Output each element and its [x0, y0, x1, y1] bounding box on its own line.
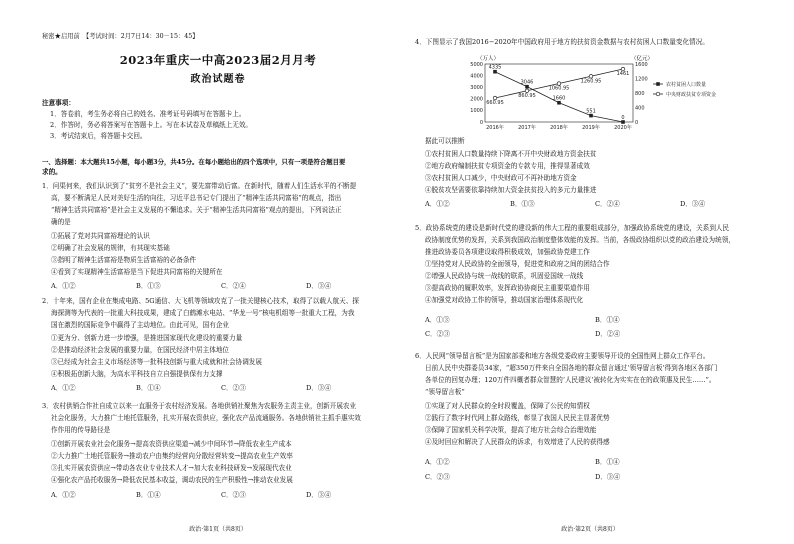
option-b[interactable]: B．①④ [136, 491, 161, 499]
q4-options [425, 200, 765, 209]
y-left-tick-label: 2000 [470, 96, 483, 103]
option-c[interactable]: C．②③ [221, 384, 246, 392]
data-label: 4335 [488, 64, 502, 71]
chart-layer [470, 62, 647, 131]
question-3-line: 3．农村供销合作社自成立以来一直服务于农村经济发展。各地供销社聚焦为农服务主责主业，创新开展农业 [42, 402, 357, 410]
y-right-tick-label: 0 [635, 119, 639, 126]
option-d[interactable]: D．③④ [306, 384, 332, 392]
legend-marker [656, 92, 660, 96]
exam-title: 2023年重庆一中高2023届2月月考 [119, 53, 317, 67]
option-b[interactable]: B．①④ [136, 384, 161, 392]
question-1-line: 确的是 [51, 218, 71, 226]
option-a[interactable]: A．①② [51, 282, 76, 290]
notes-title: 注意事项： [42, 99, 75, 107]
legend-marker [656, 82, 660, 86]
x-tick-label: 2018年 [550, 125, 568, 131]
q1-item: ①拓展了党对共同富裕理论的认识 [51, 232, 150, 240]
option-b[interactable]: B．①③ [510, 200, 535, 208]
option-d[interactable]: D．②④ [595, 330, 621, 338]
q2-options [51, 384, 391, 393]
legend-label: 中央财政扶贫专项资金 [666, 91, 717, 98]
option-a[interactable]: A．①② [51, 384, 76, 392]
option-b[interactable]: B．①④ [595, 316, 620, 324]
question-3-line: 社会化服务，大力推广土地托管服务，扎实开展农资供应，强化农产品流通服务。各地供销社主抓手惠实效 [51, 414, 361, 422]
question-2-line: 2．十年来，国有企业在集成电路、5G通信、大飞机等领域攻克了一批关键核心技术，取得了以载人航天、探 [42, 297, 359, 305]
option-a[interactable]: A．①③ [425, 316, 450, 324]
q4-item: ①农村贫困人口数量持续下降离不开中央财政地方资金扶贫 [425, 150, 597, 158]
data-label: 1461 [616, 71, 630, 78]
section-heading-cont: 求的。 [42, 168, 62, 176]
q1-item: ②明确了社会发展的规律，有其现实基础 [51, 244, 170, 252]
right-page [415, 0, 765, 544]
q3-item: ④强化农产品托收服务→降低农民基本收益，调动农民的生产积极性→推动农业发展 [51, 476, 293, 484]
q2-item: ④积极拓创新大脑，为高水平科技自立自强提供保有力支撑 [51, 370, 223, 378]
q3-item: ①创新开展农业社会化服务→提高农资供应渠道→减少中间环节→降低农业生产成本 [51, 440, 292, 448]
q6-item: ②践行了数字时代网上群众路线，彰显了我国人民民主显著优势 [425, 414, 610, 422]
exam-subtitle: 政治试题卷 [190, 74, 246, 85]
data-label: 551 [586, 108, 596, 115]
page-footer: 政治·第1页（共8页） [189, 526, 247, 533]
y-left-label: （万人） [477, 56, 500, 62]
data-label: 1660 [552, 95, 566, 102]
q1-item: ③指明了精神生活富裕是物质生活富裕的必备条件 [51, 256, 197, 264]
q4-infer: 据此可以推断 [425, 137, 465, 145]
exam-header: 秘密★启用前 【考试时间：2月7日14：30－15：45】 [42, 33, 199, 40]
y-right-tick-label: 1200 [635, 76, 648, 83]
y-right-tick-label: 400 [635, 105, 645, 112]
q2-item: ③已经成为社会主义市场经济等一批科技创新与重大成就和社会协调发展 [51, 358, 262, 366]
x-tick-label: 2020年 [614, 125, 632, 131]
q4-item: ③农村贫困人口减少，中央财政可不再补助地方资金 [425, 174, 577, 182]
note-line: 2．作答时，务必将答案写在答题卡上。写在本试卷及草稿纸上无效。 [50, 121, 253, 129]
option-d[interactable]: D．③④ [680, 200, 706, 208]
option-c[interactable]: C．②④ [595, 200, 620, 208]
q5-item: ④加强党对政协工作的领导，推动国家治理体系现代化 [425, 296, 584, 304]
option-c[interactable]: C．②③ [221, 491, 246, 499]
q4-item: ②地方政府编制扶贫专项资金的专款专用，推得显著成效 [425, 162, 590, 170]
data-label: 660.95 [486, 100, 504, 107]
q6-item: ①实现了对人民群众的全时段覆盖，保障了公民的知情权 [425, 402, 590, 410]
y-left-tick-label: 1000 [470, 108, 483, 115]
option-d[interactable]: D．③④ [595, 473, 621, 481]
question-1-line: 1．问渠何来，我们认识到了“贫穷不是社会主义”，要先富带动后富。在新时代，随着人们生活水平的不断提 [42, 182, 357, 190]
option-b[interactable]: B．①③ [136, 282, 161, 290]
y-left-tick-label: 5000 [470, 61, 483, 68]
option-a[interactable]: A．①② [425, 458, 450, 466]
x-tick-label: 2017年 [518, 125, 536, 131]
chart-legend [653, 81, 716, 98]
question-2-line: 国在激烈的国际竞争中赢得了主动地位。由此可见，国有企业 [51, 321, 230, 329]
option-c[interactable]: C．②③ [425, 473, 450, 481]
q3-item: ③扎实开展农资供应→带动各农业专业技术人才→加大农业科技研发→发展现代农业 [51, 464, 292, 472]
option-b[interactable]: B．①④ [595, 458, 620, 466]
y-right-tick-label: 1600 [635, 61, 648, 68]
question-1-line: “精神生活共同富裕”是社会主义发展的不懈追求。关于“精神生活共同富裕”观点的提出，下列说法正 [51, 206, 342, 214]
question-6-line: “领导留言板” [425, 388, 465, 396]
data-label: 0 [621, 115, 625, 121]
question-6-line: 日前人民中央群委员34家，“超350万件来自全国各地的群众留言通过‘领导留言板’得到各地区各部门 [425, 364, 718, 372]
left-page [42, 0, 394, 544]
question-5-line: 推进政协委员各项建设取得积极成效，加强政协党建工作 [425, 248, 590, 256]
option-c[interactable]: C．②③ [425, 330, 450, 338]
q5-item: ②增强人民政协与统一战线的联系，巩固爱国统一战线 [425, 272, 584, 280]
question-6-line: 6．人民网“领导留言板”是为国家部委和地方各级党委政府主要领导开设的全国性网上群众工作平台。 [415, 352, 710, 360]
question-5-line: 政协制度优势的发挥，关系到我国政治制度整体效能的发挥。当前，各级政协组织以党的政治建设为统领， [425, 236, 735, 244]
y-right-tick-label: 800 [635, 90, 645, 97]
question-2-line: 海探测等为代表的一批重大科技成果，建成了白鹤滩水电站、“华龙一号”核电机组等一批重大工程，为我 [51, 309, 355, 317]
section-heading: 一、选择题：本大题共15小题，每小题3分，共45分。在每小题给出的四个选项中，只有一项是符合题目要 [42, 158, 346, 166]
q4-item: ④脱贫攻坚需要依靠持续加大资金扶贫投入的多元力量推进 [425, 186, 597, 194]
y-left-tick-label: 4000 [470, 73, 483, 80]
question-1-line: 高，要不断满足人民对美好生活的向往，习近平总书记专门提出了“精神生活共同富裕”的观点，指出 [51, 194, 342, 202]
option-a[interactable]: A．①② [51, 491, 76, 499]
x-tick-label: 2019年 [582, 125, 600, 131]
note-line: 1．答卷前，考生务必将自己的姓名、准考证号码填写在答题卡上。 [50, 110, 246, 118]
data-label: 860.95 [518, 92, 536, 99]
q5-item: ③提高政协的履职效率，发挥政协协商民主重要渠道作用 [425, 284, 590, 292]
data-label: 1260.95 [580, 78, 602, 85]
page-footer: 政治·第2页（共8页） [561, 526, 619, 533]
data-label: 3046 [520, 79, 534, 86]
q1-options [51, 282, 391, 291]
question-5-line: 5．政协系统党的建设是新时代党的建设新的伟大工程的重要组成部分，加强政协系统党的建设，关系到人民 [415, 224, 730, 232]
q2-item: ①更为分、创新力进一步增强，是推进国家现代化建设的重要力量 [51, 334, 243, 342]
option-d[interactable]: D．③④ [306, 282, 332, 290]
data-label: 1060.95 [548, 85, 570, 92]
plot-frame [485, 64, 633, 122]
q6-item: ③保障了国家机关科学决策，提高了地方社会综合治理效能 [425, 426, 597, 434]
note-line: 3．考试结束后，将答题卡交回。 [50, 132, 147, 140]
q6-item: ④及时回应和解决了人民群众的诉求，有效增进了人民的获得感 [425, 438, 610, 446]
option-d[interactable]: D．③④ [306, 491, 332, 499]
q3-options [51, 491, 391, 500]
q3-item: ②大力推广土地托管服务→推动农户由集约经营向分散经营转变→提高农业生产效率 [51, 452, 293, 460]
question-3-line: 作作用的传导路径是 [51, 426, 111, 434]
poverty-chart [455, 52, 745, 134]
y-right-label: （亿元） [631, 56, 654, 62]
legend-label: 农村贫困人口数量 [666, 81, 707, 88]
q2-item: ②是推动经济社会发展的重要力量，在国民经济中居主体地位 [51, 346, 230, 354]
q1-item: ④看到了实现精神生活富裕是当下促进共同富裕的关键所在 [51, 268, 223, 276]
y-left-tick-label: 0 [479, 119, 483, 126]
x-tick-label: 2016年 [486, 125, 504, 131]
option-a[interactable]: A．①② [425, 200, 450, 208]
question-4-line: 4．下图显示了我国2016−2020年中国政府用于地方的扶贫资金数据与农村贫困人口数量变化情况。 [415, 38, 709, 46]
y-left-tick-label: 3000 [470, 85, 483, 91]
option-c[interactable]: C．②④ [221, 282, 246, 290]
question-6-line: 各单位的回复办理；120万件四概者群众智慧的‘人民建议’被转化为实实在在的政策惠及民生……”。 [425, 376, 716, 384]
q5-item: ①坚持党对人民政协的全面领导，促进党和政府之间的团结合作 [425, 260, 610, 268]
